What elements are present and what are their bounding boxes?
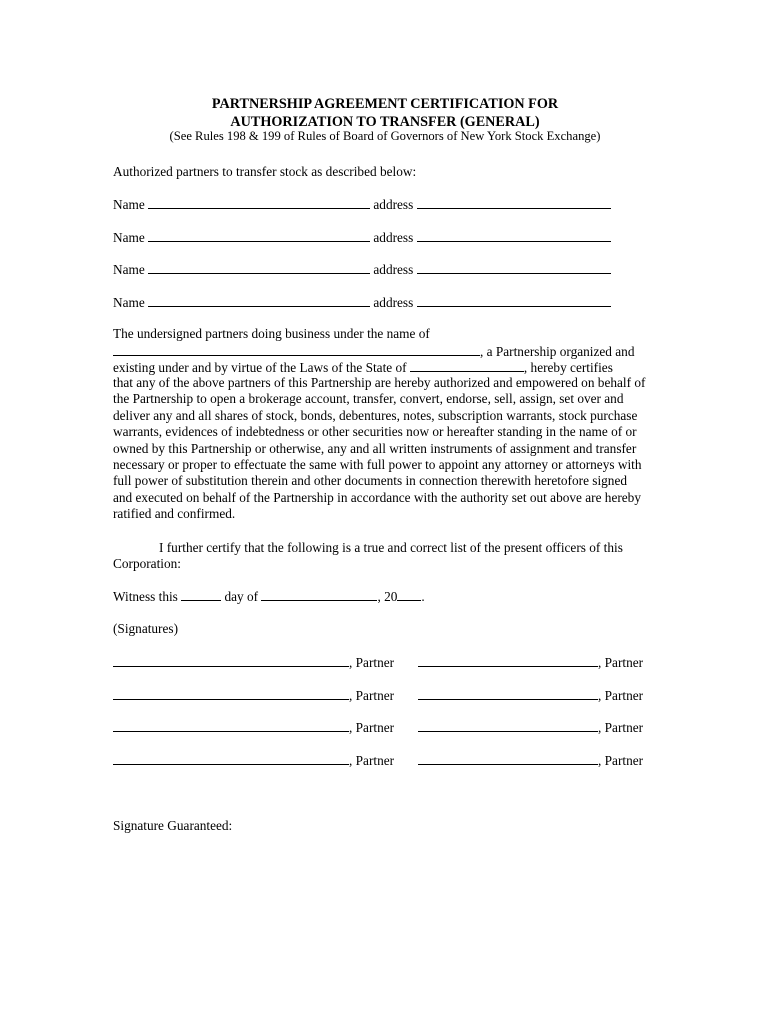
signature-right-2 xyxy=(418,687,643,704)
body-line-2 xyxy=(113,343,634,360)
signature-right-1 xyxy=(418,654,643,671)
signature-right-3 xyxy=(418,719,643,736)
title-line-1: PARTNERSHIP AGREEMENT CERTIFICATION FOR xyxy=(211,96,559,112)
title-line-2: AUTHORIZATION TO TRANSFER (GENERAL) xyxy=(230,114,540,130)
signatures-label: (Signatures) xyxy=(113,621,178,636)
partner-label: , Partner xyxy=(349,720,395,735)
body-line-3 xyxy=(113,359,613,376)
witness-month-field[interactable] xyxy=(261,588,377,601)
address-field[interactable] xyxy=(417,261,611,274)
name-address-row-1 xyxy=(113,196,611,213)
signature-right-4 xyxy=(418,752,643,769)
body-line-2-suffix: , a Partnership organized and xyxy=(480,344,635,359)
witness-end: . xyxy=(421,589,425,604)
partner-label: , Partner xyxy=(349,753,395,768)
signature-left-3 xyxy=(113,719,394,736)
address-field[interactable] xyxy=(417,196,611,209)
certify-line-1: I further certify that the following is a true and correct list of the present officers of this xyxy=(159,540,623,555)
partnership-name-field[interactable] xyxy=(113,343,480,356)
certify-line-2: Corporation: xyxy=(113,556,181,571)
partner-label: , Partner xyxy=(598,753,644,768)
signature-field[interactable] xyxy=(418,654,598,667)
witness-day-field[interactable] xyxy=(181,588,221,601)
witness-line xyxy=(113,588,425,605)
name-label: Name xyxy=(113,230,145,245)
name-field[interactable] xyxy=(148,196,370,209)
signature-left-1 xyxy=(113,654,394,671)
signature-guaranteed-label: Signature Guaranteed: xyxy=(113,818,233,833)
witness-year-label: , 20 xyxy=(377,589,398,604)
name-label: Name xyxy=(113,295,145,310)
partner-label: , Partner xyxy=(598,655,644,670)
authorization-paragraph: that any of the above partners of this Partnership are hereby authorized and empowered on behalf of the Partnership to open a brokerage account, transfer, convert, endorse, sell, assign, set over and deliver any and all shares of stock, bonds, debentures, notes, subscription warrants, stock purchase warrants, evidences of indebtedness or other securities now or hereafter standing in the name of or owned by this Partnership or otherwise, any and all written instruments of assignment and transfer necessary or proper to effectuate the same with full power to appoint any attorney or attorneys with full power of substitution therein and other documents in connection therewith heretofore signed and executed on behalf of the Partnership in accordance with the authority set out above are hereby ratified and confirmed. xyxy=(113,375,646,522)
address-field[interactable] xyxy=(417,229,611,242)
name-label: Name xyxy=(113,197,145,212)
address-label: address xyxy=(373,295,414,310)
signature-field[interactable] xyxy=(113,654,349,667)
signature-field[interactable] xyxy=(113,719,349,732)
witness-prefix: Witness this xyxy=(113,589,178,604)
name-label: Name xyxy=(113,262,145,277)
signature-field[interactable] xyxy=(113,687,349,700)
signature-left-2 xyxy=(113,687,394,704)
authorized-intro: Authorized partners to transfer stock as described below: xyxy=(113,164,417,179)
partner-label: , Partner xyxy=(598,720,644,735)
witness-day-label: day of xyxy=(224,589,259,604)
body-line-3-suffix: , hereby certifies xyxy=(523,360,613,375)
signature-field[interactable] xyxy=(113,752,349,765)
name-field[interactable] xyxy=(148,229,370,242)
name-address-row-4 xyxy=(113,294,611,311)
witness-year-field[interactable] xyxy=(397,588,421,601)
body-line-3-prefix: existing under and by virtue of the Laws of the State of xyxy=(113,360,407,375)
state-field[interactable] xyxy=(410,359,524,372)
name-address-row-2 xyxy=(113,229,611,246)
signature-field[interactable] xyxy=(418,687,598,700)
signature-left-4 xyxy=(113,752,394,769)
subtitle: (See Rules 198 & 199 of Rules of Board of Governors of New York Stock Exchange) xyxy=(169,129,601,143)
name-address-row-3 xyxy=(113,261,611,278)
partner-label: , Partner xyxy=(598,688,644,703)
address-label: address xyxy=(373,197,414,212)
partner-label: , Partner xyxy=(349,655,395,670)
body-line-1: The undersigned partners doing business under the name of xyxy=(113,326,430,341)
address-field[interactable] xyxy=(417,294,611,307)
name-field[interactable] xyxy=(148,261,370,274)
address-label: address xyxy=(373,262,414,277)
address-label: address xyxy=(373,230,414,245)
signature-field[interactable] xyxy=(418,719,598,732)
signature-field[interactable] xyxy=(418,752,598,765)
name-field[interactable] xyxy=(148,294,370,307)
partner-label: , Partner xyxy=(349,688,395,703)
